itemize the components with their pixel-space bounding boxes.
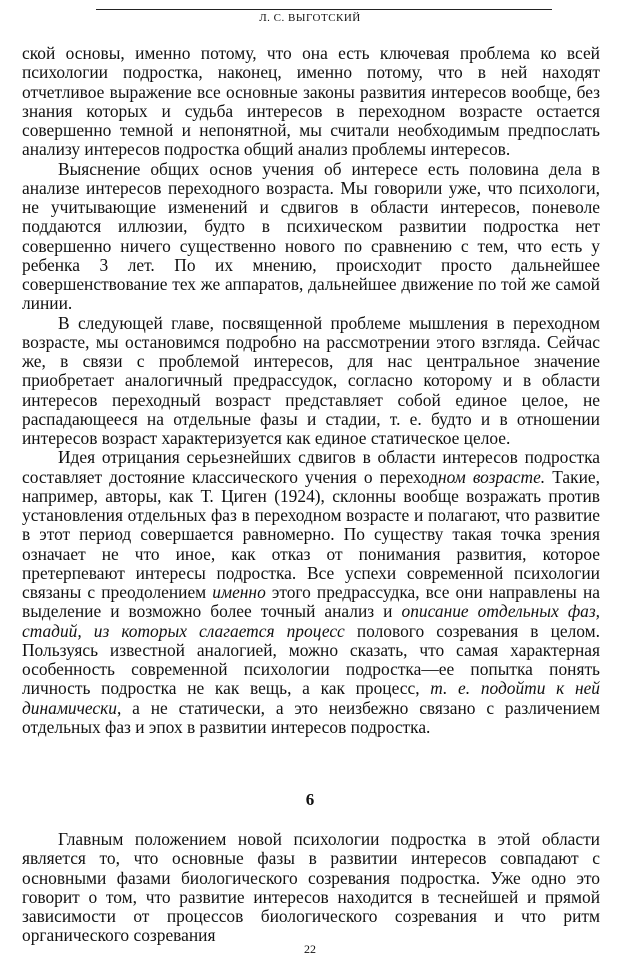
header-rule: [96, 9, 552, 10]
italic-run: описание отдельных фаз, стадий, из которых слагается процесс: [22, 601, 600, 641]
italic-run: ном возрасте.: [437, 466, 546, 487]
section-text: [22, 830, 600, 946]
text-run: полового созревания в целом. Пользуясь известной аналогией, можно сказать, что самая характерная особенность современной психологии подростка—ее попытка понять личность подростка не как вещь, а как процесс,: [22, 620, 600, 699]
paragraph-4: [22, 448, 600, 737]
text-run: Такие, например, авторы, как Т. Циген (1924), склонны вообще возражать против установления отдельных фаз в переходном возрасте и полагают, что развитие в этот период совершается равномерно. По существу такая точка зрения означает не что иное, как отказ от понимания развития, которое претерпевают интересы подростка. Все успехи современной психологии связаны с преодолением: [22, 466, 600, 602]
italic-run: т. е. подойти к ней динамически: [22, 678, 600, 718]
paragraph-1: ской основы, именно потому, что она есть ключевая проблема ко всей психологии подростка, наконец, именно потому, что в ней находят отчетливое выражение все основные законы развития интересов вообще, без знания которых и судьба интересов в переходном возрасте остается совершенно темной и непонятной, мы считали необходимым предпослать анализу интересов подростка общий анализ проблемы интересов.: [22, 43, 600, 160]
text-run: , а не статически, а это неизбежно связано с различением отдельных фаз и эпох в развитии интересов подростка.: [22, 697, 600, 737]
main-text: [22, 44, 600, 737]
paragraph-2: Выяснение общих основ учения об интересе есть половина дела в анализе интересов переходного возраста. Мы говорили уже, что психологи, не учитывающие изменений и сдвигов в области интересов, поневоле поддаются иллюзии, будто в психическом развитии подростка нет совершенно ничего существенно нового по сравнению с тем, что есть у ребенка 3 лет. По их мнению, происходит просто дальнейшее совершенствование тех же аппаратов, дальнейшее движение по той же самой линии.: [22, 158, 600, 314]
page-number: 22: [304, 942, 316, 956]
running-head: Л. С. ВЫГОТСКИЙ: [259, 12, 361, 24]
paragraph-3: В следующей главе, посвященной проблеме мышления в переходном возрасте, мы остановимся подробно на рассмотрении этого взгляда. Сейчас же, в связи с проблемой интересов, для нас центральное значение приобретает аналогичный предрассудок, согласно которому и в области интересов переходный возраст представляет собой единое целое, не распадающееся на отдельные фазы и стадии, т. е. будто и в отношении интересов возраст характеризуется как единое статическое целое.: [22, 312, 600, 448]
text-run: Идея отрицания серьезнейших сдвигов в области интересов подростка составляет достояние классического учения о переход: [22, 447, 600, 487]
italic-run: именно: [212, 582, 266, 602]
text-run: этого предрассудка, все они направлены на выделение и возможно более точный анализ и: [22, 582, 600, 622]
section-paragraph: Главным положением новой психологии подростка в этой области является то, что основные фазы в развитии интересов совпадают с основными фазами биологического созревания подростка. Уже одно это говорит о том, что развитие интересов находится в теснейшей и прямой зависимости от процессов биологического созревания и что ритм органического созревания: [22, 829, 600, 946]
section-number: 6: [305, 790, 315, 809]
